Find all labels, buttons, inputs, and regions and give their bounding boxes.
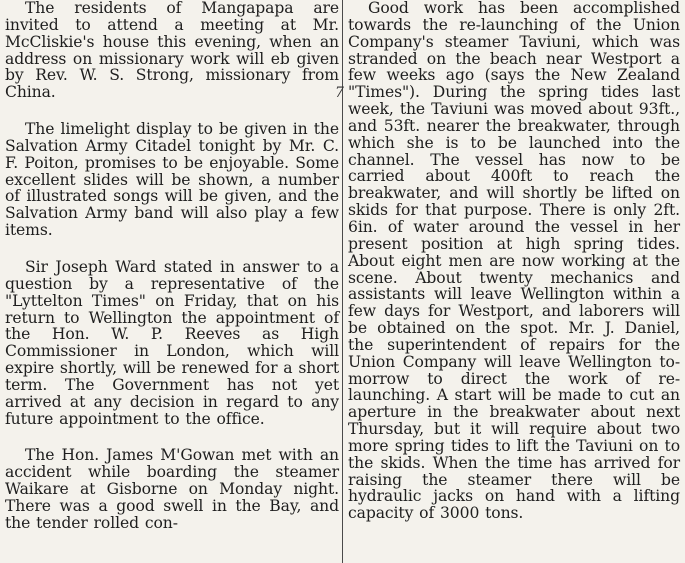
left-column	[5, 0, 339, 532]
article-taviuni-relaunch: Good work has been accomplished towards the re-launching of the Union Company's steamer Taviuni, which was stranded on the beach near Westport a few weeks ago (says the New Zealand "Times"). During the spring tides last week, the Taviuni was moved about 93ft., and 53ft. nearer the breakwater, through which she is to be launched into the channel. The vessel has now to be carried about 400ft to reach the breakwater, and will shortly be lifted on skids for that purpose. There is only 2ft. 6in. of water around the vessel in her present position at high spring tides. About eight men are now working at the scene. About twenty mechanics and assistants will leave Wellington within a few days for Westport, and laborers will be obtained on the spot. Mr. J. Daniel, the superintendent of repairs for the Union Company will leave Wellington to-morrow to direct the work of re-launching. A start will be made to cut an aperture in the breakwater about next Thursday, but it will require about two more spring tides to lift the Taviuni on to the skids. When the time has arrived for raising the steamer there will be hydraulic jacks on hand with a lifting capacity of 3000 tons.	[348, 0, 680, 523]
article-joseph-ward: Sir Joseph Ward stated in answer to a question by a representative of the "Lyttelton Times" on Friday, that on his return to Wellington the appointment of the Hon. W. P. Reeves as High Commissioner in London, which will expire shortly, will be renewed for a short term. The Government has not yet arrived at any decision in regard to any future appointment to the office.	[5, 257, 340, 428]
article-mgowan-accident: The Hon. James M'Gowan met with an accident while boarding the steamer Waikare at Gisborne on Monday night. There was a good swell in the Bay, and the tender rolled con-	[5, 446, 339, 532]
margin-mark: 7	[335, 85, 344, 101]
right-column	[348, 0, 680, 522]
article-limelight-display: The limelight display to be given in the Salvation Army Citadel tonight by Mr. C. F. Poiton, promises to be enjoyable. Some excellent slides will be shown, a number of illustrated songs will be given, and the Salvation Army band will also play a few items.	[5, 120, 339, 240]
article-mangapapa-meeting: The residents of Mangapapa are invited to attend a meeting at Mr. McCliskie's house this evening, when an address on missionary work will eb given by Rev. W. S. Strong, missionary from China.	[5, 0, 339, 102]
